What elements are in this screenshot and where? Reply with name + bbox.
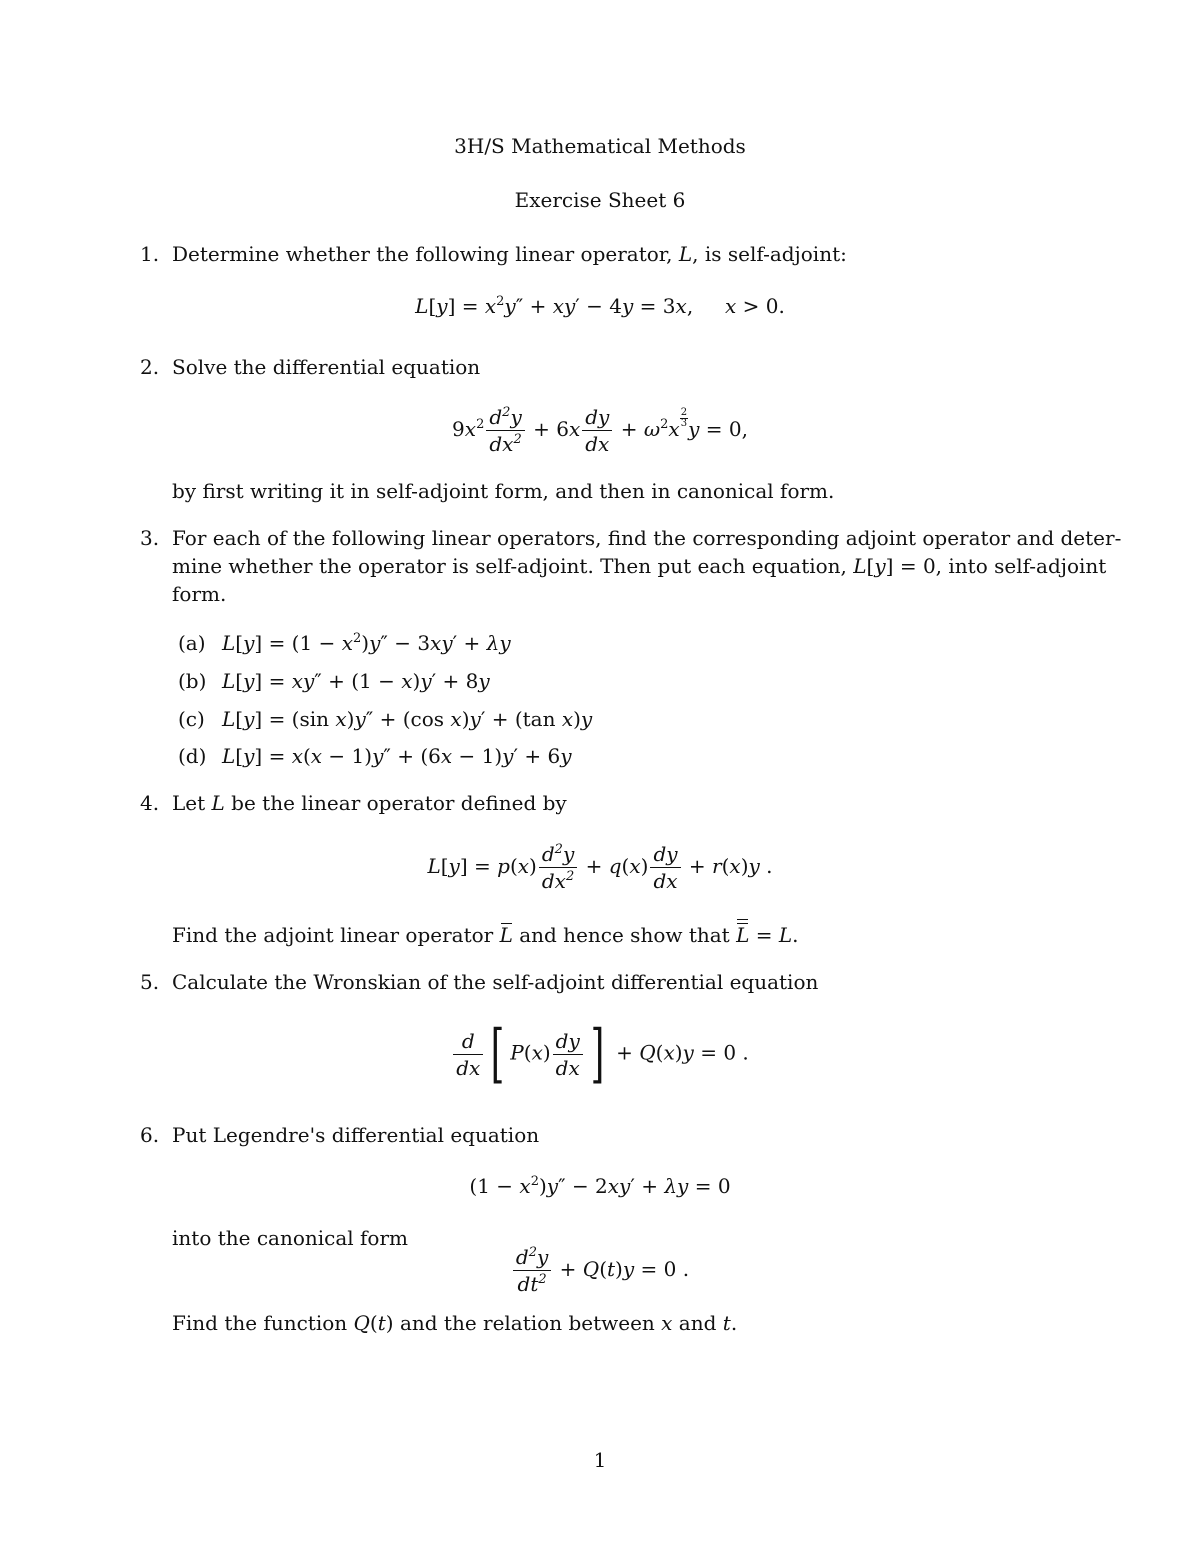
question-3-number: 3. (140, 526, 160, 550)
question-5-text: Calculate the Wronskian of the self-adjoint differential equation (172, 970, 819, 994)
question-3-part-a: (a) $L[y] = (1 - x^2)y'' - 3xy' + \lambda y$ (178, 631, 511, 655)
question-3-line-1: For each of the following linear operators, find the corresponding adjoint operator and deter- (172, 526, 1122, 550)
question-2-after: by first writing it in self-adjoint form, and then in canonical form. (172, 479, 835, 503)
question-6-after: Find the function Q(t) and the relation between x and t. (172, 1311, 738, 1335)
question-2-equation: $9x^2$ $\frac{d^2y}{dx^2}$ + 6x $\frac{dy}{dx}$ + $\omega^2x$ $\frac{2}{3}$ y = 0, (452, 405, 748, 456)
question-4-number: 4. (140, 791, 160, 815)
sheet-subtitle: Exercise Sheet 6 (514, 188, 686, 212)
question-1-number: 1. (140, 242, 160, 266)
question-3-line-3: form. (172, 582, 227, 606)
question-3-part-d: (d) L[y] = x(x − 1)y″ + (6x − 1)y′ + 6y (178, 744, 572, 768)
question-4-after: Find the adjoint linear operator L and hence show that L = L. (172, 923, 799, 947)
question-2-number: 2. (140, 355, 160, 379)
page-number: 1 (593, 1448, 607, 1472)
question-6-text: Put Legendre's differential equation (172, 1123, 540, 1147)
question-2-text: Solve the differential equation (172, 355, 481, 379)
question-5-equation: $\frac{d}{dx}$ [ P(x) $\frac{dy}{dx}$ ] + Q(x)y = 0 . (0, 1022, 1200, 1086)
question-1-text: Determine whether the following linear operator, L, is self-adjoint: (172, 242, 847, 266)
question-4-equation: L[y] = p(x) $\frac{d^2y}{dx^2}$ + q(x) $\frac{dy}{dx}$ + r(x)y . (427, 842, 773, 893)
question-3-part-c: (c) L[y] = (sin x)y″ + (cos x)y′ + (tan x)y (178, 707, 593, 731)
question-6-equation: $(1 - x^2)y'' - 2xy' + \lambda y = 0$ (469, 1174, 731, 1198)
question-3-line-2: mine whether the operator is self-adjoint. Then put each equation, L[y] = 0, into self-adjoint (172, 554, 1107, 578)
question-3-part-b: (b) L[y] = xy″ + (1 − x)y′ + 8y (178, 669, 490, 693)
question-6-middle: into the canonical form (172, 1226, 408, 1250)
question-6-equation-2: $\frac{d^2y}{dt^2}$ + Q(t)y = 0 . (0, 1244, 1200, 1297)
question-5-number: 5. (140, 970, 160, 994)
question-4-text: Let L be the linear operator defined by (172, 791, 567, 815)
question-1-equation: $L[y] = x^2y'' + xy' - 4y = 3x$, x > 0. (415, 294, 785, 318)
question-6-number: 6. (140, 1123, 160, 1147)
sheet-title: 3H/S Mathematical Methods (454, 134, 746, 158)
